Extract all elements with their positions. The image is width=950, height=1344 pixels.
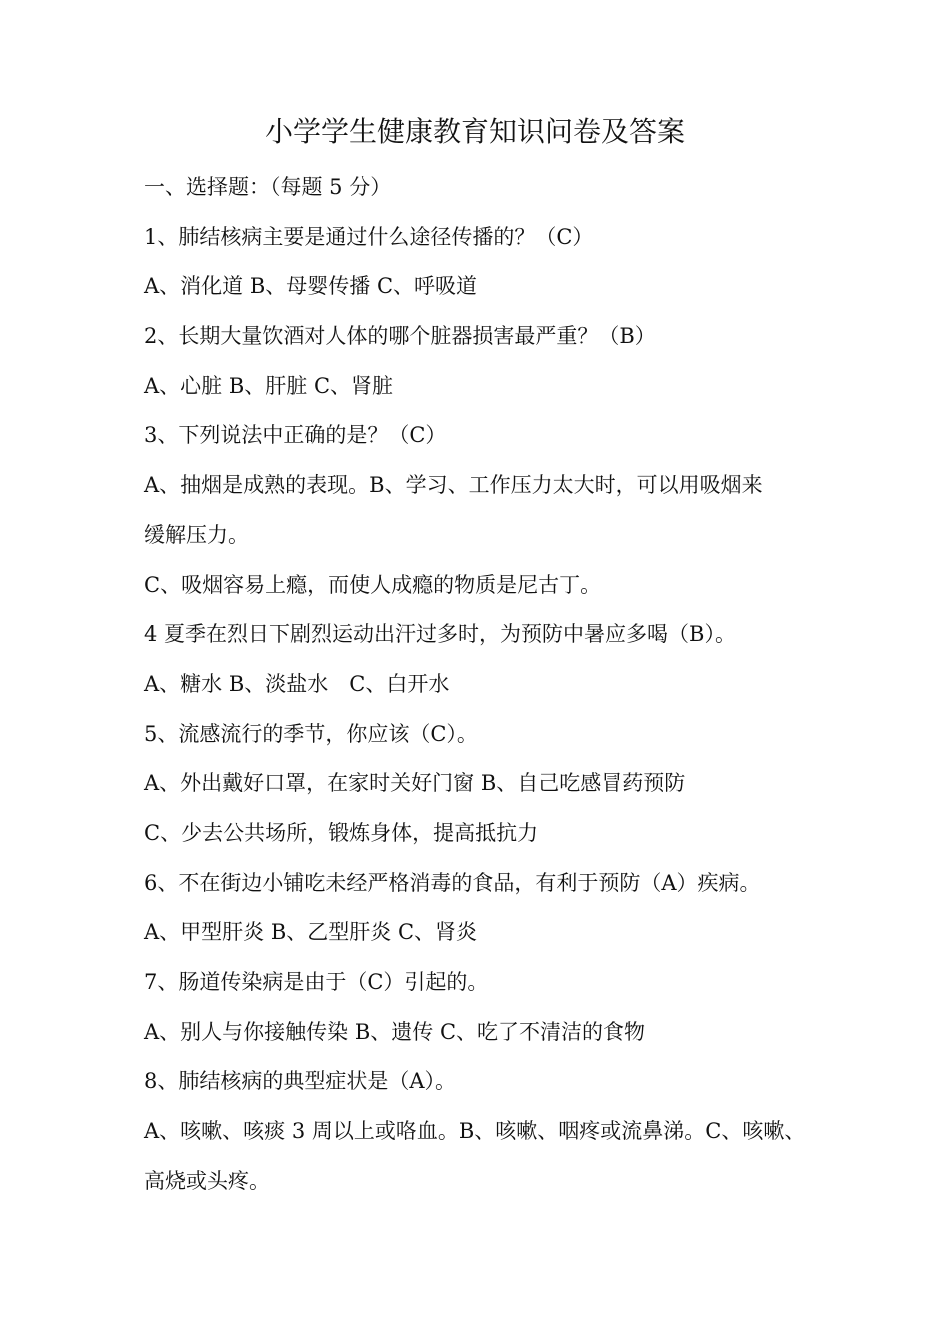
question-2: 2、长期大量饮酒对人体的哪个脏器损害最严重？（B） [144,324,656,349]
section-heading: 一、选择题：（每题 5 分） [144,175,392,199]
question-7: 7、肠道传染病是由于（C）引起的。 [144,970,489,994]
question-1-options: A、消化道 B、母婴传播 C、呼吸道 [144,274,478,299]
question-3-options-line-1: A、抽烟是成熟的表现。B、学习、工作压力太大时，可以用吸烟来 [144,473,763,498]
question-7-options: A、别人与你接触传染 B、遗传 C、吃了不清洁的食物 [144,1019,646,1044]
question-2-options: A、心脏 B、肝脏 C、肾脏 [144,373,394,398]
question-3: 3、下列说法中正确的是？（C） [144,423,447,448]
document-body [144,166,824,1209]
document-title: 小学学生健康教育知识问卷及答案 [264,115,685,148]
question-5-options-line-2: C、少去公共场所，锻炼身体，提高抵抗力 [144,820,539,845]
question-8: 8、肺结核病的典型症状是（A）。 [144,1069,457,1094]
question-5-options-line-1: A、外出戴好口罩，在家时关好门窗 B、自己吃感冒药预防 [144,771,686,796]
question-8-options-line-1: A、咳嗽、咳痰 3 周以上或咯血。B、咳嗽、咽疼或流鼻涕。C、咳嗽、 [144,1119,806,1144]
question-5: 5、流感流行的季节，你应该（C）。 [144,721,478,746]
question-3-options-line-3: C、吸烟容易上瘾，而使人成瘾的物质是尼古丁。 [144,572,602,597]
question-6: 6、不在街边小铺吃未经严格消毒的食品，有利于预防（A）疾病。 [144,870,761,895]
question-1: 1、肺结核病主要是通过什么途径传播的？（C） [144,224,594,249]
question-8-options-line-2: 高烧或头疼。 [144,1168,270,1193]
question-4: 4 夏季在烈日下剧烈运动出汗过多时，为预防中暑应多喝（B）。 [144,622,736,647]
question-6-options: A、甲型肝炎 B、乙型肝炎 C、肾炎 [144,920,478,945]
question-4-options: A、糖水 B、淡盐水 C、白开水 [144,671,450,696]
question-3-options-line-2: 缓解压力。 [144,522,249,547]
